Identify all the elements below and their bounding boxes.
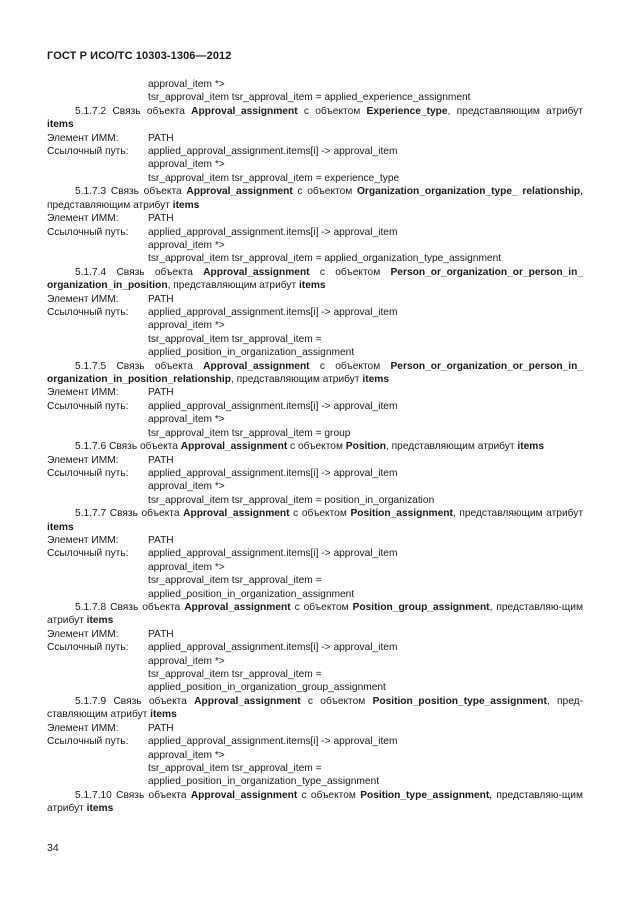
mapping-value: PATH xyxy=(148,628,174,640)
mapping-line xyxy=(47,78,583,91)
mapping-line xyxy=(47,722,583,735)
mapping-line xyxy=(47,775,583,788)
mapping-label: Ссылочный путь: xyxy=(47,400,129,412)
clause-text: с объектом xyxy=(292,186,357,198)
mapping-line xyxy=(47,467,583,480)
clause-text: с объектом xyxy=(309,266,391,278)
clause-paragraph xyxy=(47,185,583,212)
mapping-value: applied_approval_assignment.items[i] -> approval_item xyxy=(148,467,398,479)
mapping-label: Ссылочный путь: xyxy=(47,146,129,158)
clause-text: , представляющим атрибут xyxy=(385,441,518,453)
mapping-value: approval_item *> xyxy=(148,655,225,667)
clause-text: 5.1.7.2 Связь объекта xyxy=(75,105,192,117)
mapping-label: Элемент ИММ: xyxy=(47,722,119,734)
entity-name: Approval_assignment xyxy=(190,789,298,801)
mapping-line xyxy=(47,588,583,601)
entity-name: Organization_organization_type_ relationship xyxy=(356,186,581,198)
mapping-value: approval_item *> xyxy=(148,79,225,90)
entity-name: Approval_assignment xyxy=(203,266,310,278)
mapping-label: Элемент ИММ: xyxy=(47,454,119,466)
entity-name: items xyxy=(362,374,389,386)
mapping-label: Ссылочный путь: xyxy=(47,642,129,654)
entity-name: items xyxy=(150,709,177,721)
mapping-line xyxy=(47,574,583,587)
clause-text: , представляющим атрибут xyxy=(230,374,363,386)
mapping-line xyxy=(47,762,583,775)
clause-text: , представляющим атрибут xyxy=(47,186,583,211)
entity-name: Position_type_assignment xyxy=(360,789,490,801)
clause-paragraph xyxy=(47,440,583,453)
entity-name: Position_assignment xyxy=(350,508,453,520)
mapping-line xyxy=(47,413,583,426)
mapping-value: applied_position_in_organization_group_assignment xyxy=(148,682,386,694)
clause-paragraph xyxy=(47,789,583,816)
clause-text: , представляю-щим атрибут xyxy=(47,602,583,627)
mapping-value: tsr_approval_item tsr_approval_item = xyxy=(148,762,322,774)
clause-text: , представляющим атрибут xyxy=(447,105,584,117)
mapping-value: applied_position_in_organization_type_assignment xyxy=(148,776,380,788)
entity-name: Approval_assignment xyxy=(183,508,290,520)
entity-name: Position_group_assignment xyxy=(352,602,490,614)
clause-text: с объектом xyxy=(297,789,361,801)
clause-text: , представляющим атрибут xyxy=(167,280,299,292)
mapping-line xyxy=(47,641,583,654)
clause-text: 5.1.7.4 Связь объекта xyxy=(75,266,204,278)
entity-name: Approval_assignment xyxy=(184,602,291,614)
entity-name: Position_position_type_assignment xyxy=(372,695,547,707)
entity-name: Approval_assignment xyxy=(203,360,310,372)
page-number: 34 xyxy=(47,842,59,854)
entity-name: Approval_assignment xyxy=(191,105,298,117)
mapping-value: approval_item *> xyxy=(148,749,225,761)
mapping-value: tsr_approval_item tsr_approval_item = applied_organization_type_assignment xyxy=(148,253,502,265)
mapping-value: approval_item *> xyxy=(148,159,225,171)
mapping-label: Ссылочный путь: xyxy=(47,226,129,238)
mapping-line xyxy=(47,668,583,681)
clause-text: 5.1.7.3 Связь объекта xyxy=(75,186,187,198)
mapping-line xyxy=(47,749,583,762)
mapping-value: PATH xyxy=(148,293,174,305)
mapping-line xyxy=(47,655,583,668)
clause-text: с объектом xyxy=(290,602,353,614)
mapping-line xyxy=(47,145,583,158)
mapping-value: applied_approval_assignment.items[i] -> approval_item xyxy=(148,642,398,654)
mapping-label: Элемент ИММ: xyxy=(47,213,119,225)
entity-name: Approval_assignment xyxy=(194,695,301,707)
clause-text: 5.1.7.9 Связь объекта xyxy=(75,695,195,707)
mapping-label: Элемент ИММ: xyxy=(47,387,119,399)
mapping-value: PATH xyxy=(148,387,174,399)
clause-text: 5.1.7.8 Связь объекта xyxy=(75,602,185,614)
mapping-line xyxy=(47,427,583,440)
mapping-value: tsr_approval_item tsr_approval_item = xyxy=(148,669,322,681)
entity-name: Approval_assignment xyxy=(186,186,293,198)
mapping-line xyxy=(47,480,583,493)
document-body xyxy=(47,78,583,816)
mapping-label: Элемент ИММ: xyxy=(47,534,119,546)
standard-header: ГОСТ Р ИСО/ТС 10303-1306—2012 xyxy=(47,50,232,62)
clause-text: с объектом xyxy=(309,360,391,372)
mapping-value: applied_approval_assignment.items[i] -> approval_item xyxy=(148,146,398,158)
mapping-value: tsr_approval_item tsr_approval_item = xyxy=(148,333,322,345)
entity-name: Person_or_organization_or_person_in_ organization_in_position xyxy=(47,266,583,292)
clause-text: с объектом xyxy=(297,105,367,117)
mapping-value: tsr_approval_item tsr_approval_item = group xyxy=(148,427,351,439)
entity-name: items xyxy=(86,615,114,627)
mapping-value: applied_approval_assignment.items[i] -> approval_item xyxy=(148,307,398,318)
mapping-line xyxy=(47,400,583,413)
mapping-line xyxy=(47,454,583,467)
mapping-label: Элемент ИММ: xyxy=(47,132,119,144)
mapping-value: approval_item *> xyxy=(148,561,225,573)
mapping-label: Ссылочный путь: xyxy=(47,307,129,318)
mapping-line xyxy=(47,534,583,547)
mapping-value: tsr_approval_item tsr_approval_item = position_in_organization xyxy=(148,494,435,506)
mapping-line xyxy=(47,91,583,104)
mapping-value: tsr_approval_item tsr_approval_item = xyxy=(148,575,322,587)
entity-name: Experience_type xyxy=(366,105,448,117)
mapping-line xyxy=(47,386,583,399)
clause-text: с объектом xyxy=(287,441,346,453)
entity-name: items xyxy=(47,521,74,533)
mapping-line xyxy=(47,306,583,319)
entity-name: items xyxy=(47,119,74,131)
mapping-line xyxy=(47,293,583,306)
clause-paragraph xyxy=(47,266,583,293)
mapping-value: PATH xyxy=(148,722,174,734)
entity-name: Approval_assignment xyxy=(180,441,288,453)
mapping-label: Ссылочный путь: xyxy=(47,467,129,479)
mapping-value: tsr_approval_item tsr_approval_item = applied_experience_assignment xyxy=(148,92,471,104)
mapping-value: approval_item *> xyxy=(148,414,225,426)
mapping-line xyxy=(47,561,583,574)
mapping-line xyxy=(47,333,583,346)
mapping-line xyxy=(47,735,583,748)
clause-text: 5.1.7.5 Связь объекта xyxy=(75,360,204,372)
mapping-label: Элемент ИММ: xyxy=(47,293,119,305)
mapping-line xyxy=(47,252,583,265)
entity-name: Position xyxy=(345,441,386,453)
mapping-value: PATH xyxy=(148,213,174,225)
mapping-line xyxy=(47,172,583,185)
clause-paragraph xyxy=(47,105,583,132)
mapping-value: applied_approval_assignment.items[i] -> approval_item xyxy=(148,548,398,560)
mapping-value: PATH xyxy=(148,454,174,466)
mapping-value: PATH xyxy=(148,132,174,144)
mapping-line xyxy=(47,226,583,239)
clause-text: 5.1.7.7 Связь объекта xyxy=(75,508,184,520)
clause-text: , представляю-щим атрибут xyxy=(47,789,584,815)
mapping-line xyxy=(47,239,583,252)
mapping-line xyxy=(47,346,583,359)
clause-text: с объектом xyxy=(289,508,351,520)
mapping-line xyxy=(47,628,583,641)
entity-name: items xyxy=(172,199,200,211)
clause-text: 5.1.7.6 Связь объекта xyxy=(75,441,181,453)
mapping-line xyxy=(47,132,583,145)
mapping-line xyxy=(47,212,583,225)
mapping-label: Ссылочный путь: xyxy=(47,736,129,748)
mapping-line xyxy=(47,494,583,507)
mapping-value: applied_approval_assignment.items[i] -> approval_item xyxy=(148,736,398,748)
mapping-line xyxy=(47,158,583,171)
mapping-value: applied_approval_assignment.items[i] -> approval_item xyxy=(148,226,398,238)
mapping-line xyxy=(47,681,583,694)
mapping-value: applied_approval_assignment.items[i] -> approval_item xyxy=(148,400,398,412)
clause-text: , представляющим атрибут xyxy=(452,508,584,520)
mapping-label: Ссылочный путь: xyxy=(47,548,129,560)
entity-name: items xyxy=(86,803,114,815)
clause-paragraph xyxy=(47,601,583,628)
mapping-line xyxy=(47,547,583,560)
clause-text: с объектом xyxy=(300,695,373,707)
entity-name: items xyxy=(298,280,326,292)
mapping-value: PATH xyxy=(148,534,174,546)
mapping-line xyxy=(47,319,583,332)
clause-paragraph xyxy=(47,695,583,722)
mapping-value: applied_position_in_organization_assignment xyxy=(148,588,355,600)
entity-name: Person_or_organization_or_person_in_ organization_in_position_relationship xyxy=(47,360,583,386)
mapping-value: approval_item *> xyxy=(148,320,225,332)
mapping-value: applied_position_in_organization_assignment xyxy=(148,347,355,359)
mapping-value: approval_item *> xyxy=(148,481,225,493)
clause-paragraph xyxy=(47,360,583,387)
entity-name: items xyxy=(517,441,545,453)
mapping-value: approval_item *> xyxy=(148,239,225,251)
mapping-label: Элемент ИММ: xyxy=(47,628,119,640)
mapping-value: tsr_approval_item tsr_approval_item = experience_type xyxy=(148,172,400,184)
clause-text: , пред-ставляющим атрибут xyxy=(47,695,584,721)
clause-paragraph xyxy=(47,507,583,534)
clause-text: 5.1.7.10 Связь объекта xyxy=(75,789,191,801)
